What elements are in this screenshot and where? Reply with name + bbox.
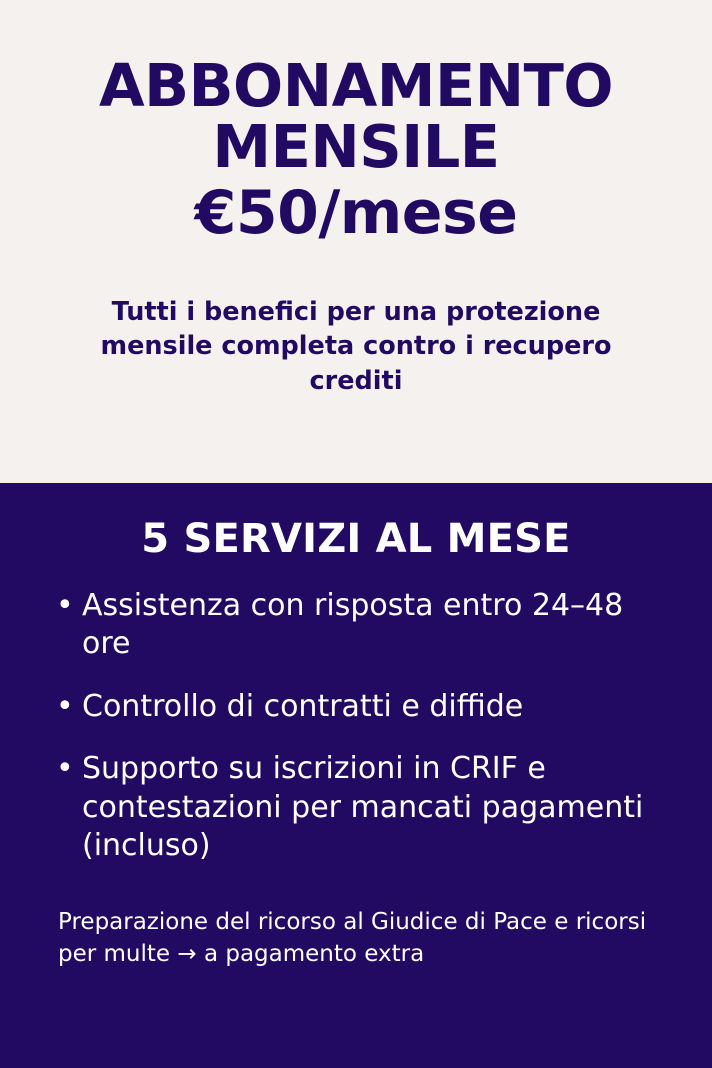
list-item — [56, 587, 656, 664]
headline-line-1: ABBONAMENTO — [98, 51, 614, 120]
list-item — [56, 688, 656, 726]
list-item-label: Supporto su iscrizioni in CRIF e contestazioni per mancati pagamenti (incluso) — [82, 751, 644, 863]
services-title: 5 SERVIZI AL MESE — [141, 516, 571, 562]
bullet-dot-icon: • — [56, 751, 74, 787]
price-label: €50/mese — [194, 177, 518, 248]
headline-line-2: MENSILE — [212, 111, 500, 181]
services-section — [0, 483, 712, 1068]
footnote-text: Preparazione del ricorso al Giudice di Pace e ricorsi per multe → a pagamento extra — [58, 909, 647, 968]
bullet-dot-icon: • — [56, 588, 74, 623]
page-title — [98, 51, 614, 181]
list-item-label: Controllo di contratti e diffide — [82, 688, 524, 724]
list-item — [56, 750, 656, 865]
bullet-dot-icon: • — [56, 688, 74, 724]
services-list — [56, 587, 656, 889]
list-item-label: Assistenza con risposta entro 24–48 ore — [82, 588, 624, 662]
poster-header-section — [0, 0, 712, 483]
subtitle-text: Tutti i benefici per una protezione mensile completa contro i recupero crediti — [100, 296, 612, 397]
